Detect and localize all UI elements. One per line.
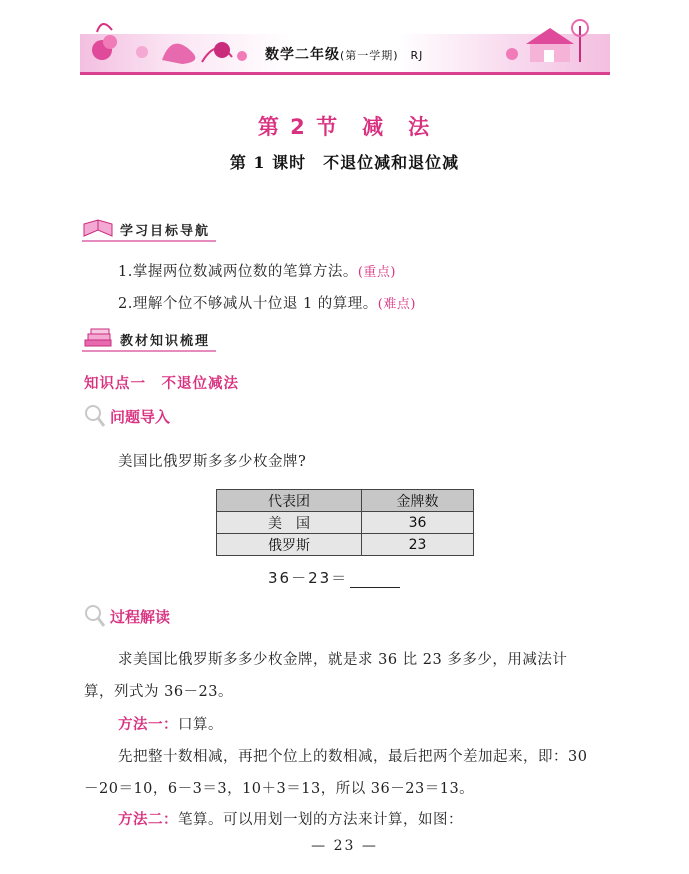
intro-heading-label: 问题导入 [110, 407, 171, 426]
table-header-cell: 代表团 [217, 490, 362, 512]
process-heading [84, 604, 170, 628]
table-cell: 36 [362, 512, 474, 534]
magnifier-icon [84, 604, 106, 628]
page-number: — 23 — [311, 838, 378, 854]
objective-tag: (重点) [357, 265, 396, 280]
objective-tag: (难点) [377, 297, 416, 312]
knowledge-banner-label: 教材知识梳理 [120, 333, 211, 349]
knowledge-banner [82, 328, 216, 352]
objective-text: 2.理解个位不够减从十位退 1 的算理。 [118, 296, 378, 312]
book-title-sub: (第一学期) [340, 49, 399, 62]
books-stack-icon [82, 328, 114, 350]
method-two-label: 方法二： [118, 812, 178, 828]
paragraph-line: 先把整十数相减，再把个位上的数相减，最后把两个差加起来，即：30 [118, 749, 588, 765]
answer-blank [350, 573, 400, 588]
table-cell: 23 [362, 534, 474, 556]
equation-text: 36－23＝ [268, 569, 349, 587]
medal-table [216, 489, 474, 556]
magnifier-icon [84, 404, 106, 428]
book-title-main: 数学二年级 [265, 47, 340, 63]
paragraph-line: 算，列式为 36－23。 [84, 684, 234, 700]
method-one-text: 口算。 [178, 717, 223, 733]
objective-item [118, 260, 396, 281]
question-text: 美国比俄罗斯多多少枚金牌? [118, 454, 307, 470]
open-book-icon [82, 218, 114, 240]
table-cell: 俄罗斯 [217, 534, 362, 556]
table-row [217, 512, 474, 534]
header-decoration-left-icon [82, 12, 262, 72]
method-two-text: 笔算。可以用划一划的方法来计算，如图： [178, 812, 463, 828]
method-two [118, 808, 463, 829]
paragraph-line: －20＝10，6－3＝3，10＋3＝13，所以 36－23＝13。 [84, 781, 475, 797]
method-one-label: 方法一： [118, 717, 178, 733]
lesson-title: 第 1 课时 不退位减和退位减 [229, 153, 460, 172]
table-row [217, 534, 474, 556]
method-one [118, 713, 223, 734]
objective-text: 1.掌握两位数减两位数的笔算方法。 [118, 264, 358, 280]
book-edition: RJ [410, 49, 424, 62]
book-title [265, 44, 423, 64]
knowledge-point-title: 知识点一 不退位减法 [84, 376, 239, 392]
objectives-banner [82, 218, 216, 242]
section-title: 第 2 节 减 法 [257, 115, 432, 139]
process-heading-label: 过程解读 [110, 607, 171, 626]
paragraph-line: 求美国比俄罗斯多多少枚金牌，就是求 36 比 23 多多少，用减法计 [118, 652, 568, 668]
table-cell: 美 国 [217, 512, 362, 534]
equation [268, 567, 400, 588]
table-header-cell: 金牌数 [362, 490, 474, 512]
header-decoration-right-icon [500, 14, 608, 72]
objectives-banner-label: 学习目标导航 [120, 223, 211, 239]
objective-item [118, 292, 416, 313]
intro-heading [84, 404, 170, 428]
table-header-row [217, 490, 474, 512]
